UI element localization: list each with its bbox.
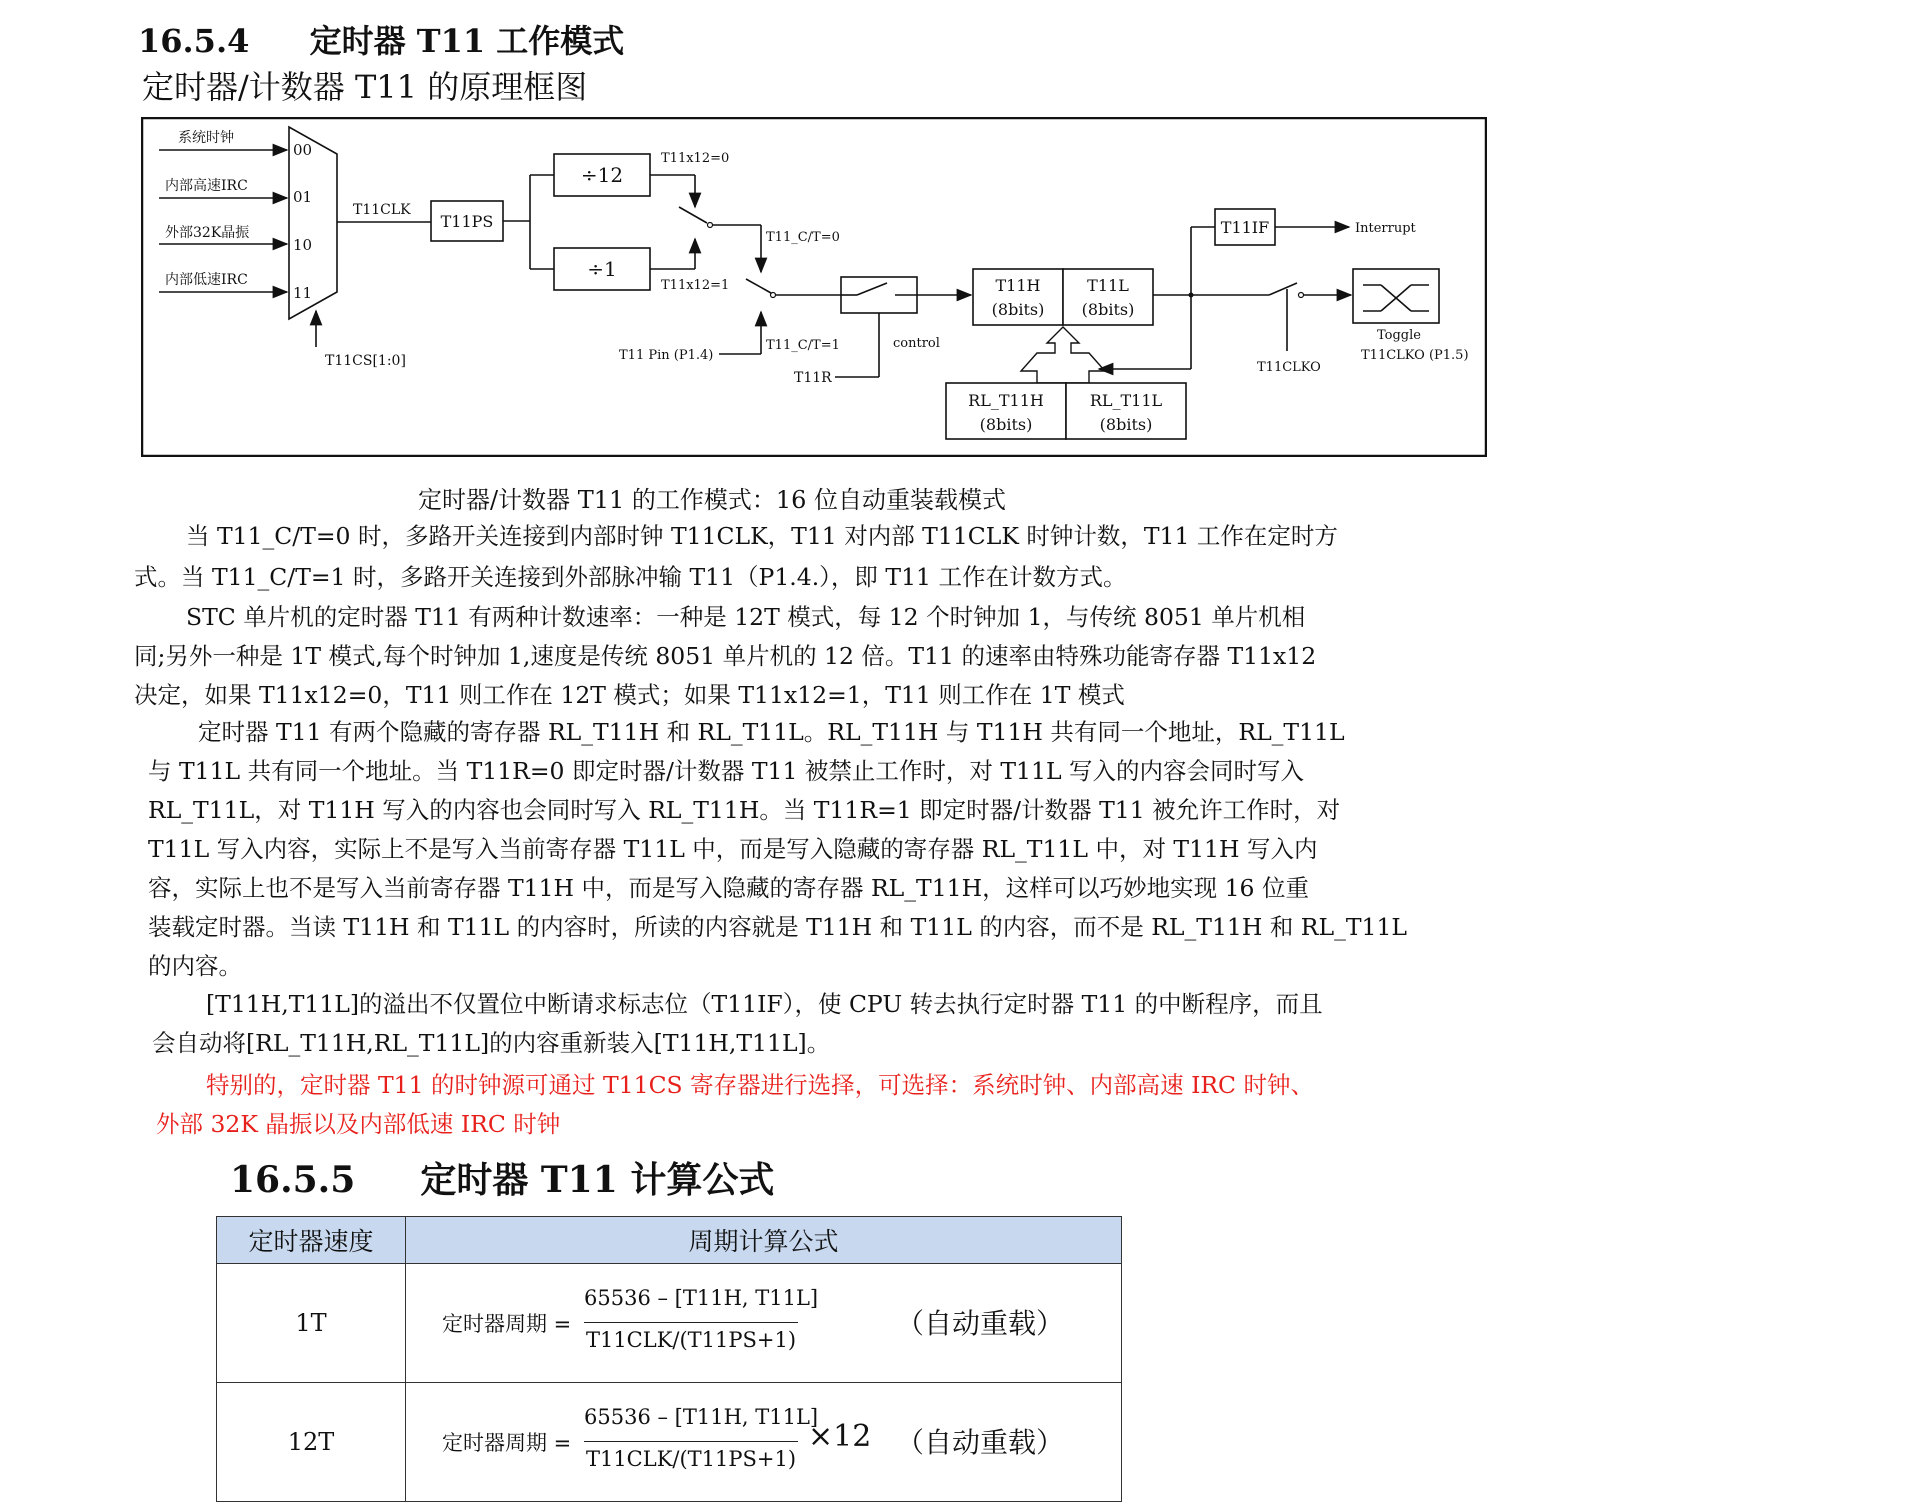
paragraph-line: STC 单片机的定时器 T11 有两种计数速率：一种是 12T 模式，每 12 个时钟加 1，与传统 8051 单片机相	[186, 603, 1306, 631]
formula-note: （自动重载）	[896, 1426, 1065, 1459]
paragraph-line: 当 T11_C/T=0 时，多路开关连接到内部时钟 T11CLK，T11 对内部 T11CLK 时钟计数，T11 工作在定时方	[186, 522, 1338, 550]
table-header-row	[217, 1217, 1122, 1264]
section-title: 定时器 T11 计算公式	[420, 1159, 775, 1201]
reload-low-label: RL_T11L	[1089, 391, 1163, 410]
counter-high-bits: (8bits)	[991, 300, 1045, 319]
formula-multiplier: ×12	[808, 1419, 872, 1454]
sw-top-label: T11x12=0	[661, 151, 730, 166]
section-number: 16.5.5	[230, 1159, 356, 1201]
formula-cell	[406, 1383, 1122, 1502]
paragraph-line: 式。当 T11_C/T=1 时，多路开关连接到外部脉冲输 T11（P1.4.），即 T11 工作在计数方式。	[134, 563, 1127, 591]
input-label: 内部高速IRC	[165, 178, 248, 194]
input-label: 外部32K晶振	[165, 225, 250, 241]
section-heading	[138, 16, 624, 62]
sw-bottom-label: T11x12=1	[661, 278, 730, 293]
run-label: T11R	[794, 370, 832, 386]
paragraph-line: 定时器 T11 有两个隐藏的寄存器 RL_T11H 和 RL_T11L。RL_T11H 与 T11H 共有同一个地址，RL_T11L	[198, 718, 1345, 746]
interrupt-label: Interrupt	[1355, 221, 1416, 236]
pin-label: T11 Pin (P1.4)	[619, 348, 714, 363]
reload-high-label: RL_T11H	[968, 391, 1044, 410]
formula-numerator: 65536 – [T11H, T11L]	[584, 1286, 819, 1310]
highlight-line: 特别的，定时器 T11 的时钟源可通过 T11CS 寄存器进行选择，可选择：系统时钟、内部高速 IRC 时钟、	[206, 1071, 1315, 1099]
ct0-label: T11_C/T=0	[766, 230, 840, 245]
input-label: 内部低速IRC	[165, 272, 248, 288]
counter-low-label: T11L	[1087, 276, 1129, 295]
paragraph-line: T11L 写入内容，实际上不是写入当前寄存器 T11L 中，而是写入隐藏的寄存器 RL_T11L 中，对 T11H 写入内	[148, 835, 1318, 863]
diagram-subtitle: 定时器/计数器 T11 的原理框图	[142, 68, 588, 106]
speed-cell: 1T	[217, 1264, 406, 1383]
paragraph-line: 与 T11L 共有同一个地址。当 T11R=0 即定时器/计数器 T11 被禁止工作时，对 T11L 写入的内容会同时写入	[148, 757, 1305, 785]
speed-cell: 12T	[217, 1383, 406, 1502]
formula-label: 定时器周期 =	[442, 1431, 572, 1455]
paragraph-line: 的内容。	[148, 952, 242, 980]
toggle-box	[1353, 269, 1439, 323]
table-row	[217, 1264, 1122, 1383]
formula-label: 定时器周期 =	[442, 1312, 572, 1336]
counter-high-label: T11H	[995, 276, 1041, 295]
reload-high-bits: (8bits)	[979, 415, 1033, 434]
div12-label: ÷12	[580, 163, 624, 187]
paragraph-line: 容，实际上也不是写入当前寄存器 T11H 中，而是写入隐藏的寄存器 RL_T11H，这样可以巧妙地实现 16 位重	[148, 874, 1309, 902]
clko-pin-label: T11CLKO (P1.5)	[1361, 348, 1469, 363]
formula-cell	[406, 1264, 1122, 1383]
diagram-caption: 定时器/计数器 T11 的工作模式：16 位自动重装载模式	[418, 486, 1007, 514]
clko-label: T11CLKO	[1257, 360, 1321, 375]
mux-code: 10	[293, 236, 313, 254]
prescaler-label: T11PS	[440, 212, 494, 231]
formula-denominator: T11CLK/(T11PS+1)	[585, 1447, 797, 1471]
paragraph-line: 决定，如果 T11x12=0，T11 则工作在 12T 模式；如果 T11x12=1，T11 则工作在 1T 模式	[134, 681, 1125, 709]
paragraph-line: 同;另外一种是 1T 模式,每个时钟加 1,速度是传统 8051 单片机的 12 倍。T11 的速率由特殊功能寄存器 T11x12	[134, 642, 1317, 670]
paragraph-line: 装载定时器。当读 T11H 和 T11L 的内容时，所读的内容就是 T11H 和 T11L 的内容，而不是 RL_T11H 和 RL_T11L	[148, 913, 1408, 941]
toggle-label: Toggle	[1377, 328, 1421, 343]
flag-label: T11IF	[1220, 218, 1270, 237]
header-formula: 周期计算公式	[406, 1217, 1122, 1264]
formula-numerator: 65536 – [T11H, T11L]	[584, 1405, 819, 1429]
section-number: 16.5.4	[138, 22, 250, 60]
section-heading	[230, 1152, 774, 1203]
fraction-bar	[584, 1322, 798, 1323]
reload-low-bits: (8bits)	[1099, 415, 1153, 434]
control-label: control	[893, 336, 940, 351]
paragraph-line: 会自动将[RL_T11H,RL_T11L]的内容重新装入[T11H,T11L]。	[152, 1029, 831, 1057]
block-diagram	[141, 117, 1487, 457]
formula-note: （自动重载）	[896, 1307, 1065, 1340]
reload-arrow	[1021, 327, 1105, 383]
input-label: 系统时钟	[178, 130, 234, 146]
formula-table	[216, 1216, 1122, 1502]
formula-denominator: T11CLK/(T11PS+1)	[585, 1328, 797, 1352]
ct1-label: T11_C/T=1	[766, 338, 840, 353]
div1-label: ÷1	[587, 257, 617, 281]
mux-select-label: T11CS[1:0]	[325, 353, 406, 369]
mux-code: 01	[293, 188, 313, 206]
fraction-bar	[584, 1441, 798, 1442]
paragraph-line: RL_T11L，对 T11H 写入的内容也会同时写入 RL_T11H。当 T11R=1 即定时器/计数器 T11 被允许工作时，对	[148, 796, 1341, 824]
table-row	[217, 1383, 1122, 1502]
section-title: 定时器 T11 工作模式	[309, 22, 625, 60]
clk-label: T11CLK	[353, 202, 411, 218]
header-speed: 定时器速度	[217, 1217, 406, 1264]
paragraph-line: [T11H,T11L]的溢出不仅置位中断请求标志位（T11IF），使 CPU 转去执行定时器 T11 的中断程序，而且	[206, 990, 1323, 1018]
mux-code: 11	[293, 284, 313, 302]
counter-low-bits: (8bits)	[1081, 300, 1135, 319]
diagram-frame	[142, 118, 1486, 456]
mux-code: 00	[293, 141, 313, 159]
highlight-line: 外部 32K 晶振以及内部低速 IRC 时钟	[156, 1110, 561, 1138]
